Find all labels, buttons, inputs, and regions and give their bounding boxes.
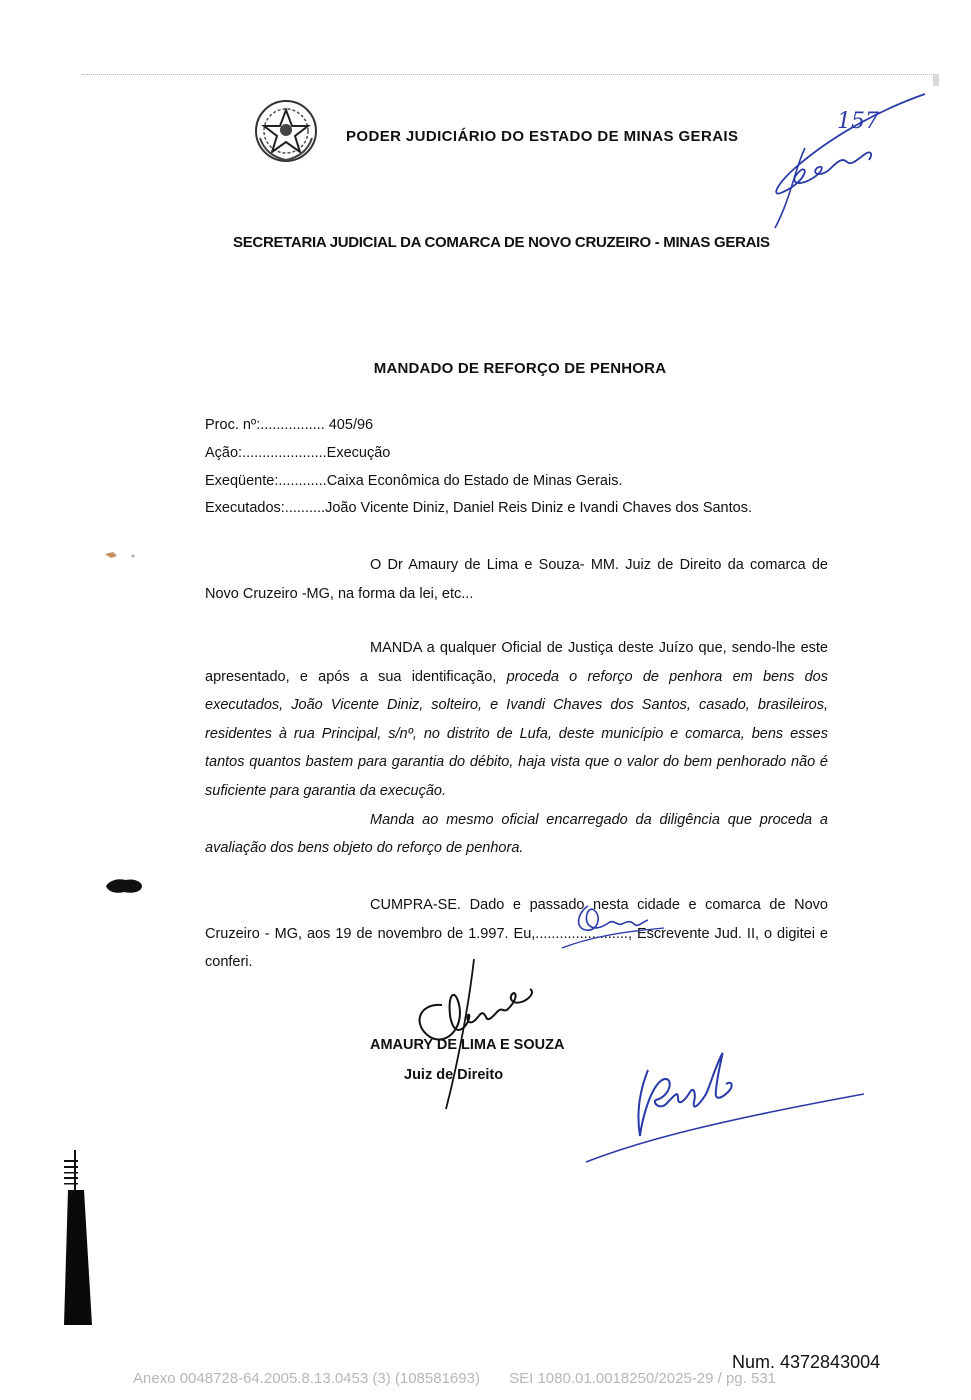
office-header: SECRETARIA JUDICIAL DA COMARCA DE NOVO CRUZEIRO - MINAS GERAIS	[233, 234, 770, 251]
order-text	[205, 634, 828, 806]
intro-paragraph	[205, 551, 828, 608]
scan-edge-mark	[933, 74, 939, 86]
document-number: Num. 4372843004	[732, 1352, 881, 1372]
ink-blot	[104, 876, 144, 896]
clerk-signature	[558, 898, 668, 958]
order-plain: MANDA a qualquer Oficial de Justiça deste Juízo que, sendo-lhe este apresentado, e após a sua identificação,	[205, 640, 828, 685]
intro-text: O Dr Amaury de Lima e Souza- MM. Juiz de Direito da comarca de Novo Cruzeiro -MG, na forma da lei, etc...	[205, 557, 828, 602]
signatory-role: Juiz de Direito	[404, 1067, 504, 1083]
scan-speck	[103, 546, 143, 566]
blue-rubric-signature	[582, 1040, 867, 1170]
coat-of-arms-icon	[252, 98, 320, 164]
institution-header: PODER JUDICIÁRIO DO ESTADO DE MINAS GERAIS	[346, 128, 739, 145]
field-proc: Proc. nº:................ 405/96	[205, 417, 374, 433]
field-executados: Executados:..........João Vicente Diniz, Daniel Reis Diniz e Ivandi Chaves dos Santos.	[205, 500, 752, 516]
page-number-mark: 157	[837, 109, 879, 134]
order-paragraph	[205, 634, 828, 863]
closing-text: CUMPRA-SE. Dado e passado nesta cidade e comarca de Novo Cruzeiro - MG, aos 19 de novembro de 1.997. Eu,......................., Escrevente Jud. II, o digitei e conferi.	[205, 897, 828, 971]
footer-metadata: Anexo 0048728-64.2005.8.13.0453 (3) (108581693) SEI 1080.01.0018250/2025-29 / pg. 531	[133, 1370, 777, 1387]
order-evaluation: Manda ao mesmo oficial encarregado da diligência que proceda a avaliação dos bens objeto do reforço de penhora.	[205, 811, 828, 857]
field-acao: Ação:.....................Execução	[205, 445, 391, 461]
signatory-name: AMAURY DE LIMA E SOUZA	[370, 1037, 565, 1053]
scan-edge-line	[82, 74, 938, 78]
order-italic: proceda o reforço de penhora em bens dos executados, João Vicente Diniz, solteiro, e Ivandi Chaves dos Santos, casado, brasileiros, residentes à rua Principal, s/nº, no distrito de Lufa, deste município e comarca, bens esses tantos quantos bastem para garantia do débito, haja vista que o valor do bem penhorado não é suficiente para garantia da execução.	[205, 668, 828, 799]
document-title: MANDADO DE REFORÇO DE PENHORA	[373, 360, 667, 377]
scanner-barcode-strip	[64, 1150, 94, 1325]
field-exequente: Exeqüente:............Caixa Econômica do Estado de Minas Gerais.	[205, 473, 623, 489]
judge-signature	[408, 955, 548, 1115]
page-mark-signature	[765, 88, 940, 233]
